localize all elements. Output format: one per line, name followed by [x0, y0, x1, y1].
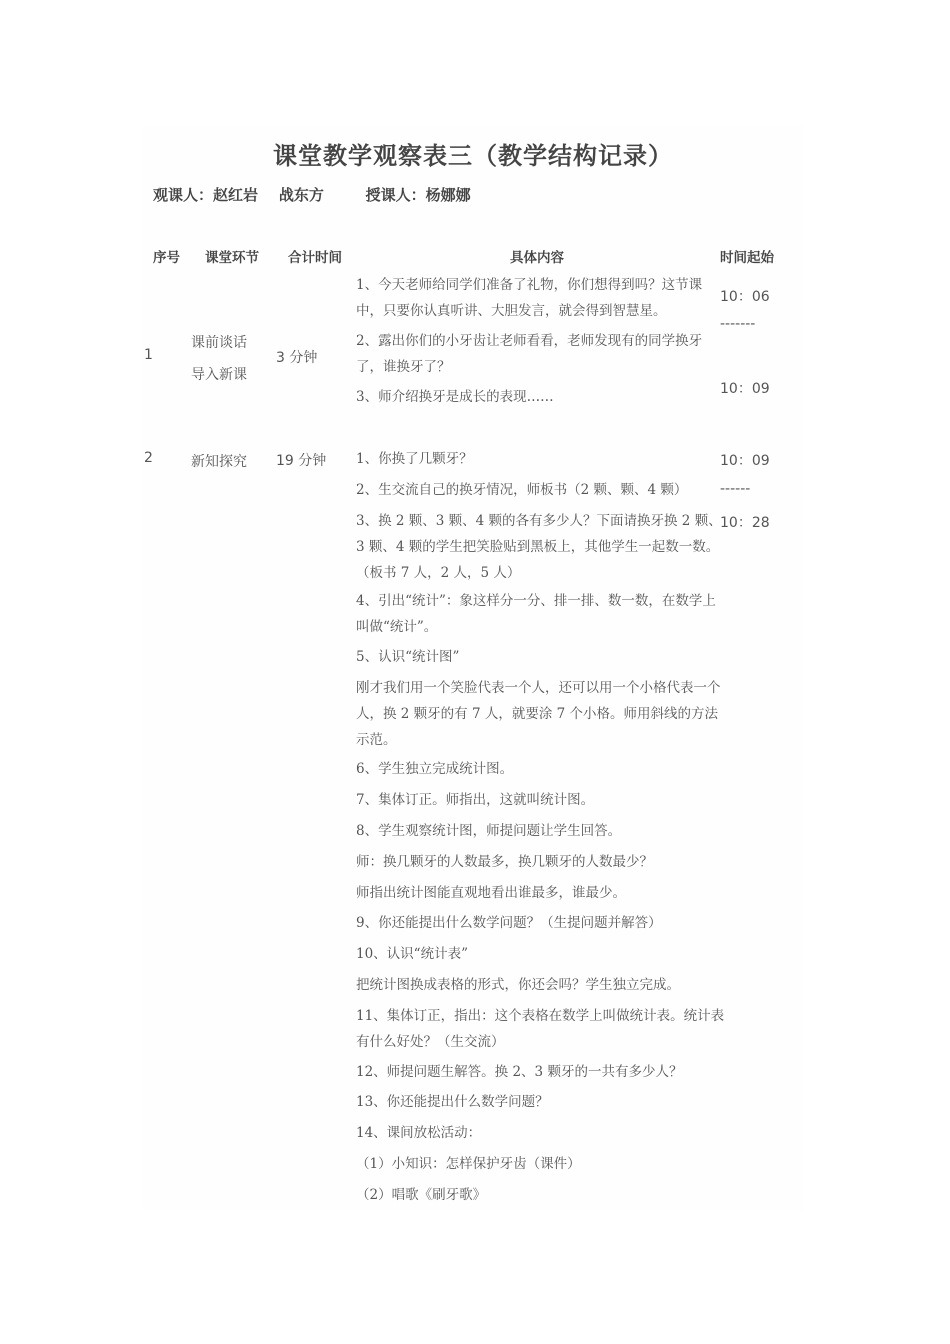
header-content: 具体内容 [510, 250, 564, 266]
content-item: （2）唱歌《刷牙歌》 [356, 1187, 487, 1203]
content-item: 11、集体订正，指出：这个表格在数学上叫做统计表。统计表有什么好处？（生交流） [356, 1008, 725, 1050]
content-item: 1、今天老师给同学们准备了礼物，你们想得到吗？这节课中，只要你认真听讲、大胆发言，就会得到智慧星。 [356, 277, 703, 319]
page-title: 课堂教学观察表三（教学结构记录） [273, 141, 673, 170]
content-item: 2、生交流自己的换牙情况，师板书（2 颗、颗、4 颗） [356, 482, 688, 498]
content-item: 9、你还能提出什么数学问题？（生提问题并解答） [356, 915, 662, 931]
content-item: 13、你还能提出什么数学问题？ [356, 1094, 549, 1110]
time-separator: ------- [720, 316, 756, 332]
content-item: （1）小知识：怎样保护牙齿（课件） [356, 1156, 581, 1172]
content-item: 师指出统计图能直观地看出谁最多，谁最少。 [356, 885, 626, 901]
header-stage: 课堂环节 [205, 250, 259, 266]
row-stage-line: 课前谈话 [191, 335, 247, 351]
content-item: 14、课间放松活动： [356, 1125, 482, 1141]
header-duration: 合计时间 [288, 250, 342, 266]
content-item: 8、学生观察统计图，师提问题让学生回答。 [356, 823, 622, 839]
content-item: 把统计图换成表格的形式，你还会吗？学生独立完成。 [356, 977, 680, 993]
time-end: 10：28 [720, 515, 770, 531]
content-item: 12、师提问题生解答。换 2、3 颗牙的一共有多少人？ [356, 1064, 683, 1080]
row-stage-line: 导入新课 [191, 367, 247, 383]
row-number: 1 [144, 347, 153, 363]
content-item: 3、换 2 颗、3 颗、4 颗的各有多少人？下面请换牙换 2 颗、3 颗、4 颗的学生把笑脸贴到黑板上，其他学生一起数一数。（板书 7 人，2 人，5 人） [356, 513, 722, 581]
content-item: 10、认识“统计表” [356, 946, 468, 962]
content-item: 刚才我们用一个笑脸代表一个人，还可以用一个小格代表一个人，换 2 颗牙的有 7 人，就要涂 7 个小格。师用斜线的方法示范。 [356, 680, 721, 748]
time-end: 10：09 [720, 381, 770, 397]
row-duration: 19 分钟 [276, 453, 327, 469]
header-time: 时间起始 [720, 250, 774, 266]
row-number: 2 [144, 450, 153, 466]
content-item: 6、学生独立完成统计图。 [356, 761, 514, 777]
content-item: 3、师介绍换牙是成长的表现…… [356, 389, 554, 405]
time-separator: ------ [720, 481, 751, 497]
content-item: 师：换几颗牙的人数最多，换几颗牙的人数最少？ [356, 854, 653, 870]
time-start: 10：09 [720, 453, 770, 469]
row-stage-line: 新知探究 [191, 454, 247, 470]
content-item: 7、集体订正。师指出，这就叫统计图。 [356, 792, 595, 808]
content-item: 4、引出“统计”：象这样分一分、排一排、数一数，在数学上叫做“统计”。 [356, 593, 716, 635]
observer-line: 观课人：赵红岩 战东方 授课人：杨娜娜 [153, 186, 471, 204]
content-item: 2、露出你们的小牙齿让老师看看，老师发现有的同学换牙了，谁换牙了？ [356, 333, 703, 375]
content-item: 1、你换了几颗牙？ [356, 451, 473, 467]
content-item: 5、认识“统计图” [356, 649, 460, 665]
time-start: 10：06 [720, 289, 770, 305]
row-duration: 3 分钟 [276, 350, 318, 366]
header-no: 序号 [153, 250, 180, 266]
